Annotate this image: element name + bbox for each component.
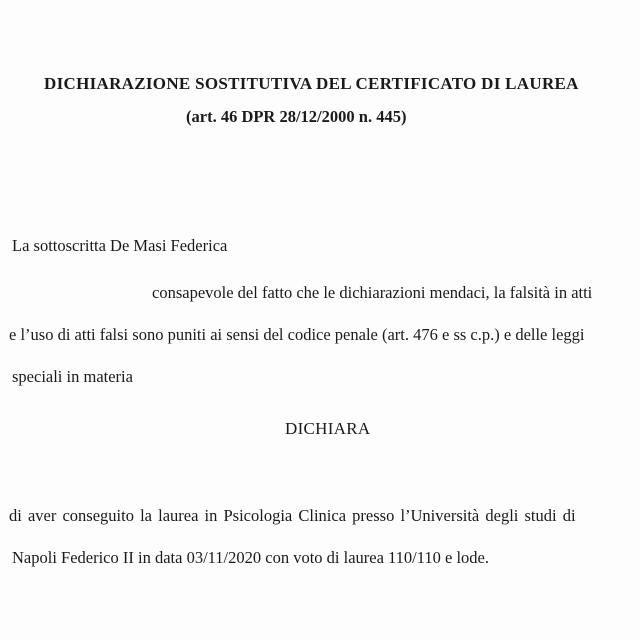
declarant-line: La sottoscritta De Masi Federica bbox=[12, 236, 228, 255]
document-title: DICHIARAZIONE SOSTITUTIVA DEL CERTIFICATO DI LAUREA bbox=[44, 74, 579, 93]
legal-reference: (art. 46 DPR 28/12/2000 n. 445) bbox=[186, 107, 407, 126]
statement-line-2: Napoli Federico II in data 03/11/2020 con voto di laurea 110/110 e lode. bbox=[12, 548, 490, 567]
body-line-1: consapevole del fatto che le dichiarazioni mendaci, la falsità in atti bbox=[152, 283, 593, 302]
statement-line-1: di aver conseguito la laurea in Psicologia Clinica presso l’Università degli studi di bbox=[9, 506, 576, 525]
body-line-3: speciali in materia bbox=[12, 367, 133, 386]
declaration-heading: DICHIARA bbox=[285, 419, 371, 438]
body-line-2: e l’uso di atti falsi sono puniti ai sensi del codice penale (art. 476 e ss c.p.) e delle leggi bbox=[9, 325, 585, 344]
